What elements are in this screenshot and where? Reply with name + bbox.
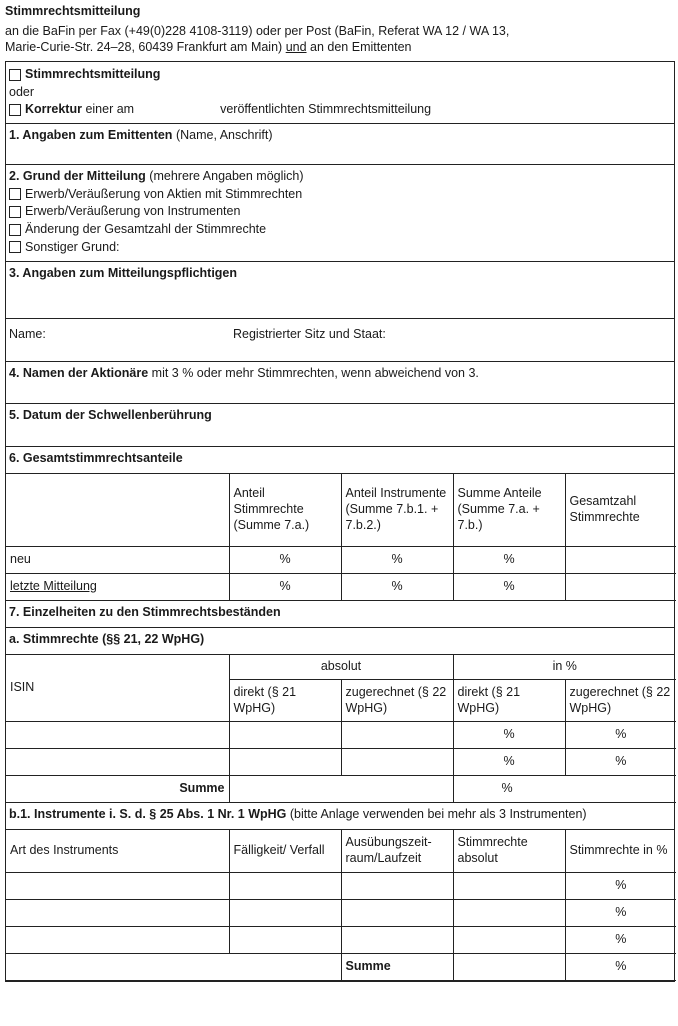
table-cell[interactable] xyxy=(6,926,229,953)
section-7a-title: a. Stimmrechte (§§ 21, 22 WpHG) xyxy=(6,628,674,655)
table-cell[interactable] xyxy=(341,872,453,899)
korrektur-tail: veröffentlichten Stimmrechtsmitteilung xyxy=(220,102,432,117)
section-1-title: 1. Angaben zum Emittenten xyxy=(9,128,173,142)
section-4[interactable] xyxy=(6,362,674,404)
reason-checkbox[interactable] xyxy=(9,224,21,236)
column-header: Stimmrechte in % xyxy=(565,830,676,872)
reason-label: Erwerb/Veräußerung von Instrumenten xyxy=(25,204,241,219)
column-header: Summe Anteile (Summe 7.a. + 7.b.) xyxy=(453,474,565,546)
table-row xyxy=(6,573,676,600)
table-cell[interactable] xyxy=(341,899,453,926)
table-corner xyxy=(6,474,229,546)
reason-checkbox[interactable] xyxy=(9,241,21,253)
table-cell[interactable] xyxy=(229,749,341,776)
sitz-label: Registrierter Sitz und Staat: xyxy=(233,327,386,342)
reason-option[interactable] xyxy=(9,187,671,203)
section-1-note: (Name, Anschrift) xyxy=(175,128,273,142)
name-label: Name: xyxy=(9,327,46,342)
column-header: Art des Instruments xyxy=(6,830,229,872)
table-row xyxy=(6,926,676,953)
isin-cell[interactable] xyxy=(6,722,229,749)
column-header: direkt (§ 21 WpHG) xyxy=(453,680,565,722)
isin-header: ISIN xyxy=(6,655,229,722)
korrektur-bold: Korrektur xyxy=(25,102,82,117)
column-header: Gesamtzahl Stimmrechte xyxy=(565,474,676,546)
table-cell[interactable]: % xyxy=(565,872,676,899)
reason-checkbox[interactable] xyxy=(9,206,21,218)
inprozent-header: in % xyxy=(453,655,676,680)
table-cell[interactable]: % xyxy=(453,546,565,573)
reason-checkbox[interactable] xyxy=(9,188,21,200)
summe-row xyxy=(6,953,676,980)
table-cell[interactable] xyxy=(229,872,341,899)
section-kind xyxy=(6,62,674,124)
column-header: Anteil Instrumente (Summe 7.b.1. + 7.b.2.) xyxy=(341,474,453,546)
section-2 xyxy=(6,165,674,262)
table-cell[interactable] xyxy=(6,899,229,926)
table-cell[interactable]: % xyxy=(453,573,565,600)
table-cell[interactable] xyxy=(453,872,565,899)
section-1[interactable] xyxy=(6,124,674,165)
reason-option[interactable] xyxy=(9,204,671,220)
absolut-header: absolut xyxy=(229,655,453,680)
section-3[interactable] xyxy=(6,262,674,319)
column-header: zugerechnet (§ 22 WpHG) xyxy=(565,680,676,722)
table-cell[interactable] xyxy=(341,749,453,776)
section-2-note: (mehrere Angaben möglich) xyxy=(149,169,304,183)
column-header: Stimmrechte absolut xyxy=(453,830,565,872)
table-cell[interactable]: % xyxy=(565,899,676,926)
table-cell[interactable] xyxy=(229,926,341,953)
row-label: letzte Mitteilung xyxy=(6,573,229,600)
intro-line-1: an die BaFin per Fax (+49(0)228 4108-3119) oder per Post (BaFin, Referat WA 12 / WA 13, xyxy=(5,23,510,38)
summe-absolut-cell[interactable] xyxy=(453,953,565,980)
intro-line-2 xyxy=(5,39,675,55)
summe-blank xyxy=(6,953,341,980)
section-3-name-row[interactable] xyxy=(6,319,674,362)
reason-option[interactable] xyxy=(9,222,671,238)
table-cell[interactable]: % xyxy=(229,546,341,573)
table-cell[interactable]: % xyxy=(453,749,565,776)
korrektur-rest: einer am xyxy=(85,102,135,117)
table-cell[interactable] xyxy=(229,899,341,926)
section-6-title: 6. Gesamtstimmrechtsanteile xyxy=(6,447,674,474)
section-4-title: 4. Namen der Aktionäre xyxy=(9,366,149,381)
table-row xyxy=(6,749,676,776)
reason-label: Änderung der Gesamtzahl der Stimmrechte xyxy=(25,221,267,236)
column-header: Ausübungszeit- raum/Laufzeit xyxy=(341,830,453,872)
intro-line-2-post: an den Emittenten xyxy=(310,39,412,54)
intro-und: und xyxy=(285,39,307,54)
section-2-title: 2. Grund der Mitteilung xyxy=(9,169,146,183)
checkbox-stimmrechtsmitteilung[interactable] xyxy=(9,69,21,81)
section-3-title: 3. Angaben zum Mitteilungspflichtigen xyxy=(9,266,238,281)
option-korrektur[interactable] xyxy=(9,102,671,118)
table-cell[interactable]: % xyxy=(341,546,453,573)
reason-label: Sonstiger Grund: xyxy=(25,239,120,254)
table-row xyxy=(6,872,676,899)
table-row xyxy=(6,899,676,926)
intro-line-2-pre: Marie-Curie-Str. 24–28, 60439 Frankfurt am Main) xyxy=(5,39,283,54)
section-7-title: 7. Einzelheiten zu den Stimmrechtsbeständen xyxy=(6,601,674,628)
document-title: Stimmrechtsmitteilung xyxy=(5,4,141,18)
option-stimmrechtsmitteilung-label: Stimmrechtsmitteilung xyxy=(25,67,161,82)
table-instrumente xyxy=(6,830,676,981)
section-7b1-title-bold: b.1. Instrumente i. S. d. § 25 Abs. 1 Nr. 1 WpHG xyxy=(9,807,287,822)
table-row xyxy=(6,546,676,573)
intro-text xyxy=(5,23,675,56)
table-cell[interactable] xyxy=(453,926,565,953)
table-cell[interactable] xyxy=(341,722,453,749)
table-gesamtstimmrechtsanteile xyxy=(6,474,676,601)
table-cell[interactable]: % xyxy=(341,573,453,600)
table-cell[interactable]: % xyxy=(565,926,676,953)
table-cell[interactable] xyxy=(565,546,676,573)
table-row xyxy=(6,722,676,749)
oder-label: oder xyxy=(9,84,35,99)
row-label: neu xyxy=(6,546,229,573)
table-cell[interactable]: % xyxy=(453,722,565,749)
table-cell[interactable] xyxy=(565,573,676,600)
column-header: direkt (§ 21 WpHG) xyxy=(229,680,341,722)
reason-label: Erwerb/Veräußerung von Aktien mit Stimmrechten xyxy=(25,186,303,201)
table-cell[interactable] xyxy=(453,899,565,926)
table-cell[interactable] xyxy=(341,926,453,953)
section-5[interactable] xyxy=(6,404,674,447)
column-header: Fälligkeit/ Verfall xyxy=(229,830,341,872)
section-7b1-note: (bitte Anlage verwenden bei mehr als 3 Instrumenten) xyxy=(289,807,587,822)
summe-absolut-cell[interactable] xyxy=(229,776,453,803)
table-cell[interactable] xyxy=(6,872,229,899)
section-5-title: 5. Datum der Schwellenberührung xyxy=(9,408,212,423)
reason-option[interactable] xyxy=(9,240,671,256)
summe-row xyxy=(6,776,676,803)
column-header: Anteil Stimmrechte (Summe 7.a.) xyxy=(229,474,341,546)
table-cell[interactable]: % xyxy=(229,573,341,600)
summe-prozent-cell[interactable]: % xyxy=(565,953,676,980)
summe-label: Summe xyxy=(6,776,229,803)
form xyxy=(5,61,675,982)
summe-prozent-cell[interactable]: % xyxy=(453,776,676,803)
table-cell[interactable]: % xyxy=(565,722,676,749)
table-cell[interactable] xyxy=(229,722,341,749)
section-4-note: mit 3 % oder mehr Stimmrechten, wenn abweichend von 3. xyxy=(151,366,479,381)
column-header: zugerechnet (§ 22 WpHG) xyxy=(341,680,453,722)
table-stimmrechte xyxy=(6,655,676,804)
summe-label: Summe xyxy=(341,953,453,980)
table-cell[interactable]: % xyxy=(565,749,676,776)
section-7b1-title xyxy=(6,803,674,830)
checkbox-korrektur[interactable] xyxy=(9,104,21,116)
option-stimmrechtsmitteilung[interactable] xyxy=(9,67,671,83)
isin-cell[interactable] xyxy=(6,749,229,776)
